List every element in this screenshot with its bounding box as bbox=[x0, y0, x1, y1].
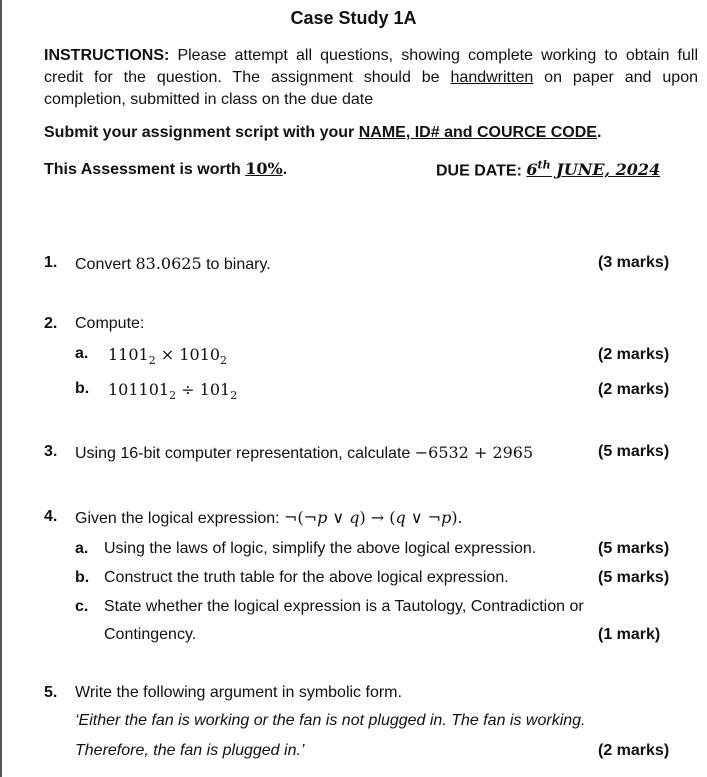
q3-marks: (5 marks) bbox=[598, 443, 670, 460]
instructions-label: INSTRUCTIONS: bbox=[44, 47, 170, 64]
q2a-label: a. bbox=[75, 345, 89, 362]
q5-quote-line-1: ‘Either the fan is working or the fan is not plugged in. The fan is working. bbox=[75, 712, 586, 729]
q2a-operand-1: 1101 bbox=[108, 345, 149, 364]
assessment-worth bbox=[44, 159, 287, 179]
instructions-handwritten: handwritten bbox=[450, 69, 534, 86]
q1-text-b: to binary. bbox=[201, 256, 271, 273]
q4-expr-part: ∨ bbox=[327, 508, 350, 527]
q2b-base-2: 2 bbox=[230, 389, 238, 403]
due-date-label: DUE DATE: bbox=[436, 162, 527, 180]
submit-emphasis: NAME, ID# and COURCE CODE bbox=[358, 124, 597, 141]
page-left-border bbox=[0, 0, 2, 777]
q4-expr-part: ¬(¬ bbox=[284, 508, 318, 527]
q4-text-a: Given the logical expression: bbox=[75, 510, 284, 527]
q2b-operator: ÷ bbox=[176, 380, 200, 399]
q4c-text-line-1: State whether the logical expression is a Tautology, Contradiction or bbox=[104, 598, 584, 615]
q2b-marks: (2 marks) bbox=[598, 381, 670, 398]
q1-value: 83.0625 bbox=[135, 254, 202, 273]
q2a-base-2: 2 bbox=[220, 354, 228, 368]
q4c-text-line-2: Contingency. bbox=[104, 626, 197, 643]
due-day: 6 bbox=[526, 160, 538, 180]
due-month-year: JUNE, 2024 bbox=[550, 160, 661, 180]
q1-text bbox=[75, 254, 271, 274]
q2b-expression bbox=[108, 380, 237, 402]
q5-number: 5. bbox=[44, 684, 58, 701]
q1-number: 1. bbox=[44, 254, 58, 271]
q4b-text: Construct the truth table for the above logical expression. bbox=[104, 569, 509, 586]
q4a-text: Using the laws of logic, simplify the above logical expression. bbox=[104, 540, 537, 557]
page-title: Case Study 1A bbox=[290, 8, 417, 28]
q1-marks: (3 marks) bbox=[598, 254, 670, 271]
q4-number: 4. bbox=[44, 508, 58, 525]
q4c-marks: (1 mark) bbox=[598, 626, 661, 643]
instructions-paragraph bbox=[44, 45, 698, 111]
q3-expression: −6532 + 2965 bbox=[414, 443, 534, 462]
q2a-operand-2: 1010 bbox=[179, 345, 221, 364]
instructions-text-2: on paper and upon completion, submitted in class on the due date bbox=[44, 69, 698, 108]
q1-text-a: Convert bbox=[75, 256, 136, 273]
q2a-marks: (2 marks) bbox=[598, 346, 670, 363]
q3-number: 3. bbox=[44, 443, 58, 460]
q4-text bbox=[75, 508, 463, 528]
due-day-suffix: th bbox=[537, 159, 551, 172]
due-date bbox=[436, 159, 660, 180]
q4a-marks: (5 marks) bbox=[598, 540, 670, 557]
q2-text: Compute: bbox=[75, 315, 145, 332]
q4-var-q: q bbox=[349, 508, 360, 527]
q3-text bbox=[75, 443, 533, 463]
q2a-operator: × bbox=[155, 345, 180, 364]
submit-suffix: . bbox=[596, 124, 602, 141]
q4-var-p: p bbox=[441, 508, 452, 527]
q4-expr-part: ∨ ¬ bbox=[405, 508, 442, 527]
instructions-text-1: Please attempt all questions, showing complete working to obtain full credit for the question. The assignment should be bbox=[44, 47, 698, 86]
q2-number: 2. bbox=[44, 315, 58, 332]
q2b-base-1: 2 bbox=[169, 389, 177, 403]
assessment-prefix: This Assessment is worth bbox=[44, 161, 246, 178]
q4-expression bbox=[284, 508, 463, 527]
q3-text-a: Using 16-bit computer representation, calculate bbox=[75, 445, 415, 462]
q5-quote-line-2: Therefore, the fan is plugged in.’ bbox=[75, 742, 305, 759]
q4b-label: b. bbox=[75, 569, 90, 586]
q5-text: Write the following argument in symbolic form. bbox=[75, 684, 402, 701]
submit-prefix: Submit your assignment script with your bbox=[44, 124, 359, 141]
q4-expr-part: ) → ( bbox=[359, 508, 396, 527]
q2b-operand-1: 101101 bbox=[108, 380, 170, 399]
q5-marks: (2 marks) bbox=[598, 742, 670, 759]
assessment-value: 10% bbox=[245, 159, 283, 178]
q4-expr-part: ). bbox=[451, 508, 463, 527]
q4a-label: a. bbox=[75, 540, 89, 557]
q2b-operand-2: 101 bbox=[199, 380, 231, 399]
q2a-base-1: 2 bbox=[148, 354, 156, 368]
q4-var-p: p bbox=[317, 508, 328, 527]
assessment-suffix: . bbox=[282, 161, 288, 178]
q2a-expression bbox=[108, 345, 227, 367]
q4c-label: c. bbox=[75, 598, 89, 615]
q2b-label: b. bbox=[75, 380, 90, 397]
due-date-value bbox=[526, 160, 660, 179]
submit-line bbox=[44, 124, 601, 142]
q4b-marks: (5 marks) bbox=[598, 569, 670, 586]
q4-var-q: q bbox=[395, 508, 406, 527]
